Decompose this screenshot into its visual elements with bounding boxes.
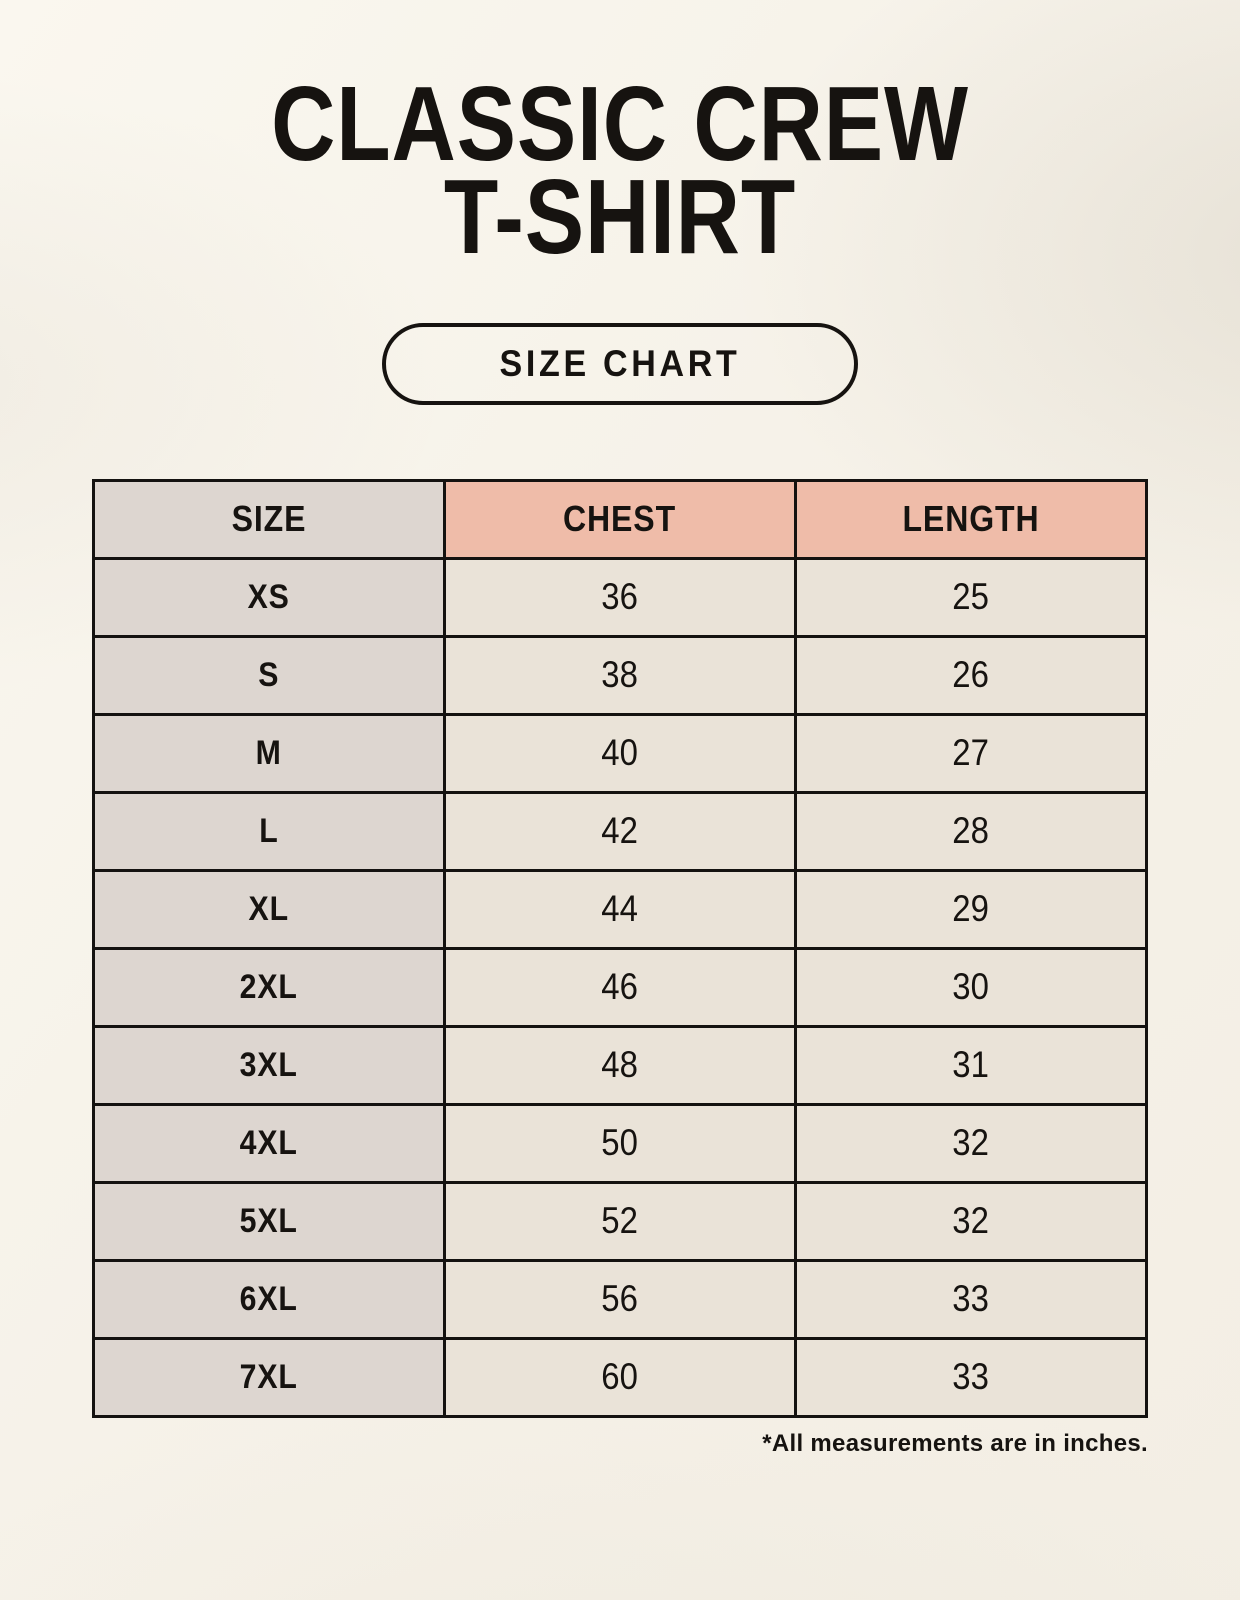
length-cell xyxy=(796,1338,1147,1416)
chest-value: 36 xyxy=(601,576,639,618)
length-cell xyxy=(796,870,1147,948)
chest-cell xyxy=(445,948,796,1026)
size-cell xyxy=(94,1338,445,1416)
chest-value: 42 xyxy=(601,810,639,852)
chest-value: 60 xyxy=(601,1356,639,1398)
chest-cell xyxy=(445,1260,796,1338)
page-title-line-1: CLASSIC CREW xyxy=(271,65,969,183)
length-cell xyxy=(796,792,1147,870)
chest-value: 52 xyxy=(601,1200,639,1242)
size-chart-button[interactable] xyxy=(382,323,858,405)
size-label: 6XL xyxy=(239,1279,299,1318)
column-header-size xyxy=(94,480,445,558)
table-row xyxy=(94,1026,1147,1104)
size-cell xyxy=(94,1182,445,1260)
chest-cell xyxy=(445,714,796,792)
size-cell xyxy=(94,792,445,870)
chest-cell xyxy=(445,1104,796,1182)
length-cell xyxy=(796,636,1147,714)
size-chart-table-container xyxy=(92,479,1148,1418)
chest-value: 44 xyxy=(601,888,639,930)
size-cell xyxy=(94,714,445,792)
length-cell xyxy=(796,1260,1147,1338)
page-title xyxy=(99,0,1141,277)
length-cell xyxy=(796,948,1147,1026)
table-row xyxy=(94,948,1147,1026)
table-row xyxy=(94,1260,1147,1338)
size-label: S xyxy=(258,655,280,694)
size-chart-button-label: SIZE CHART xyxy=(499,342,741,384)
table-row xyxy=(94,1104,1147,1182)
table-header-row xyxy=(94,480,1147,558)
size-label: XS xyxy=(247,577,291,616)
chest-value: 46 xyxy=(601,966,639,1008)
table-row xyxy=(94,792,1147,870)
size-cell xyxy=(94,1104,445,1182)
length-cell xyxy=(796,1182,1147,1260)
size-cell xyxy=(94,558,445,636)
chest-cell xyxy=(445,870,796,948)
size-cell xyxy=(94,1260,445,1338)
column-header-length xyxy=(796,480,1147,558)
size-label: 5XL xyxy=(239,1201,299,1240)
length-cell xyxy=(796,714,1147,792)
size-cell xyxy=(94,636,445,714)
table-row xyxy=(94,870,1147,948)
size-label: 4XL xyxy=(239,1123,299,1162)
column-header-chest-label: CHEST xyxy=(563,498,677,540)
size-cell xyxy=(94,1026,445,1104)
length-value: 28 xyxy=(952,810,990,852)
chest-cell xyxy=(445,1338,796,1416)
length-value: 30 xyxy=(952,966,990,1008)
chest-value: 38 xyxy=(601,654,639,696)
size-label: 3XL xyxy=(239,1045,299,1084)
measurements-footnote: *All measurements are in inches. xyxy=(762,1429,1148,1457)
size-label: L xyxy=(259,811,279,850)
column-header-size-label: SIZE xyxy=(231,498,307,540)
chest-cell xyxy=(445,792,796,870)
size-label: XL xyxy=(248,889,290,928)
length-value: 27 xyxy=(952,732,990,774)
length-value: 31 xyxy=(952,1044,990,1086)
button-row xyxy=(0,323,1240,405)
length-cell xyxy=(796,558,1147,636)
size-label: 2XL xyxy=(239,967,299,1006)
table-row xyxy=(94,714,1147,792)
page-title-line-2: T-SHIRT xyxy=(443,158,797,277)
length-value: 29 xyxy=(952,888,990,930)
chest-value: 50 xyxy=(601,1122,639,1164)
column-header-chest xyxy=(445,480,796,558)
length-value: 32 xyxy=(952,1200,990,1242)
size-label: M xyxy=(255,733,283,772)
size-cell xyxy=(94,948,445,1026)
chest-cell xyxy=(445,558,796,636)
length-value: 25 xyxy=(952,576,990,618)
table-row xyxy=(94,636,1147,714)
length-cell xyxy=(796,1104,1147,1182)
size-cell xyxy=(94,870,445,948)
length-value: 33 xyxy=(952,1278,990,1320)
table-row xyxy=(94,558,1147,636)
chest-value: 40 xyxy=(601,732,639,774)
chest-cell xyxy=(445,1026,796,1104)
chest-value: 56 xyxy=(601,1278,639,1320)
chest-value: 48 xyxy=(601,1044,639,1086)
length-value: 26 xyxy=(952,654,990,696)
table-row xyxy=(94,1182,1147,1260)
table-row xyxy=(94,1338,1147,1416)
length-value: 33 xyxy=(952,1356,990,1398)
length-cell xyxy=(796,1026,1147,1104)
length-value: 32 xyxy=(952,1122,990,1164)
size-chart-table xyxy=(92,479,1148,1418)
size-label: 7XL xyxy=(239,1357,299,1396)
chest-cell xyxy=(445,1182,796,1260)
column-header-length-label: LENGTH xyxy=(902,498,1040,540)
chest-cell xyxy=(445,636,796,714)
